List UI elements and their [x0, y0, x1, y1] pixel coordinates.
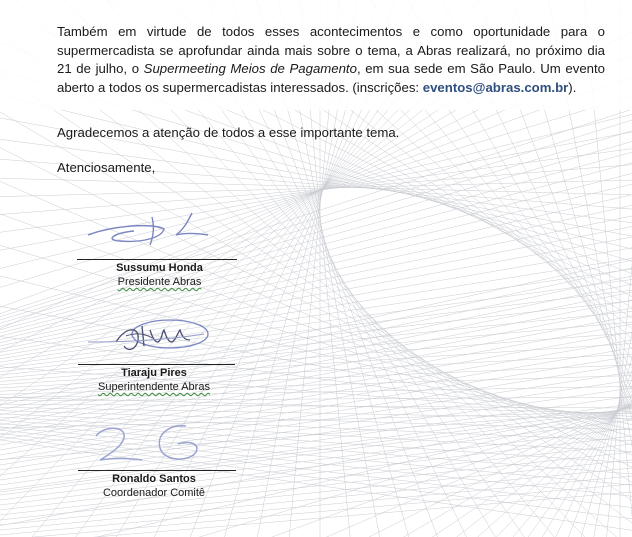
paragraph-event-text-2: , em sua sede em São Paulo. Um evento aberto a todos os supermercadistas interessados. (inscrições:: [57, 61, 605, 95]
signatory-name: Ronaldo Santos: [112, 473, 196, 485]
signatory-name: Sussumu Honda: [116, 262, 203, 274]
signatory-role: Superintendente Abras: [98, 381, 210, 393]
paragraph-event-text-1: Também em virtude de todos esses acontecimentos e como oportunidade para o supermercadista se aprofundar ainda mais sobre o tema, a Abras realizará, no próximo dia 21 de julho, o: [57, 24, 605, 76]
signatory-role: Presidente Abras: [117, 276, 202, 288]
closing-text: Atenciosamente,: [57, 160, 156, 175]
contact-email-link[interactable]: eventos@abras.com.br: [422, 79, 569, 95]
signatory-name: Tiaraju Pires: [121, 367, 187, 379]
signatory-role: Coordenador Comitê: [102, 487, 206, 499]
signature-line: [78, 470, 236, 471]
signature-honda: [84, 205, 214, 255]
signature-pires: [86, 312, 216, 364]
paragraph-event-text-3: ).: [568, 79, 577, 95]
event-name: Supermeeting Meios de Pagamento: [143, 61, 357, 76]
signature-line: [78, 364, 235, 365]
signature-line: [77, 259, 237, 260]
thanks-text: Agradecemos a atenção de todos a esse importante tema.: [57, 125, 400, 140]
signature-santos: [90, 418, 220, 470]
paragraph-event: [57, 23, 605, 97]
